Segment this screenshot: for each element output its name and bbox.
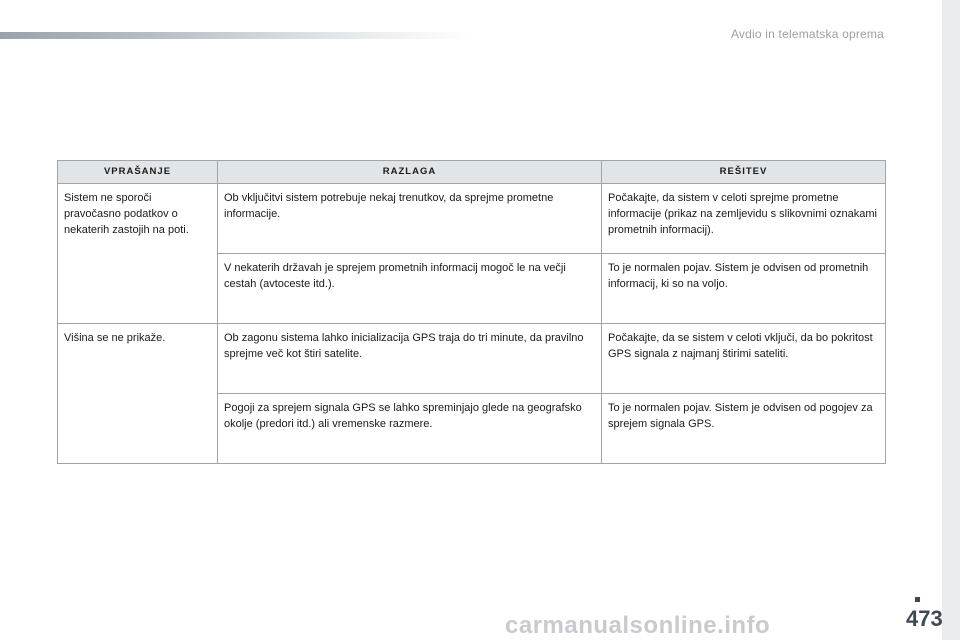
explanation-cell: Pogoji za sprejem signala GPS se lahko spreminjajo glede na geografsko okolje (predori itd.) ali vremenske razmere. xyxy=(218,394,602,464)
watermark-text: carmanualsonline.info xyxy=(505,612,771,639)
solution-cell: To je normalen pojav. Sistem je odvisen od pogojev za sprejem signala GPS. xyxy=(602,394,886,464)
explanation-cell: V nekaterih državah je sprejem prometnih informacij mogoč le na večji cestah (avtoceste itd.). xyxy=(218,254,602,324)
explanation-cell: Ob zagonu sistema lahko inicializacija GPS traja do tri minute, da pravilno sprejme več kot štiri satelite. xyxy=(218,324,602,394)
header-decor-bar xyxy=(0,32,470,39)
column-header-question: VPRAŠANJE xyxy=(58,161,218,184)
solution-cell: Počakajte, da se sistem v celoti vključi, da bo pokritost GPS signala z najmanj štirimi sateliti. xyxy=(602,324,886,394)
table-row xyxy=(58,184,886,254)
page-number: 473 xyxy=(906,606,943,631)
page-marker xyxy=(915,597,920,602)
explanation-cell: Ob vključitvi sistem potrebuje nekaj trenutkov, da sprejme prometne informacije. xyxy=(218,184,602,254)
question-cell: Višina se ne prikaže. xyxy=(58,324,218,464)
table-row xyxy=(58,324,886,394)
page-edge-strip xyxy=(942,0,960,640)
solution-cell: Počakajte, da sistem v celoti sprejme prometne informacije (prikaz na zemljevidu s slikovnimi oznakami prometnih informacij). xyxy=(602,184,886,254)
table-header-row xyxy=(58,161,886,184)
section-title: Avdio in telematska oprema xyxy=(730,27,884,41)
column-header-explanation: RAZLAGA xyxy=(218,161,602,184)
column-header-solution: REŠITEV xyxy=(602,161,886,184)
troubleshooting-table xyxy=(57,160,886,464)
question-cell: Sistem ne sporoči pravočasno podatkov o nekaterih zastojih na poti. xyxy=(58,184,218,324)
solution-cell: To je normalen pojav. Sistem je odvisen od prometnih informacij, ki so na voljo. xyxy=(602,254,886,324)
